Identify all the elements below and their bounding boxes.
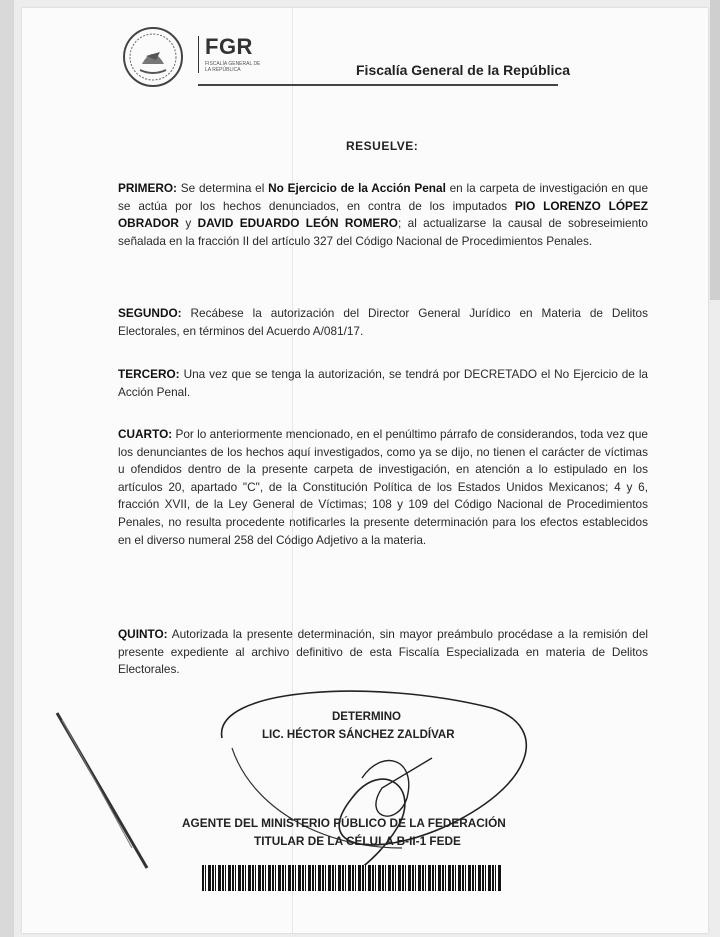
fgr-logo — [198, 36, 265, 73]
paragraph-tercero — [118, 366, 648, 401]
primero-text-4: ; al actualizarse la causal de sobreseimiento señalada en la fracción II del artículo 327 del Código Nacional de Procedimientos Penales. — [118, 216, 648, 248]
segundo-label: SEGUNDO: — [118, 306, 182, 320]
signer-name: LIC. HÉCTOR SÁNCHEZ ZALDÍVAR — [262, 729, 455, 741]
national-seal-icon — [122, 26, 184, 88]
primero-bold-2: PIO LORENZO LÓPEZ OBRADOR — [118, 198, 649, 231]
quinto-label: QUINTO: — [118, 627, 168, 641]
quinto-text: Autorizada la presente determinación, sin mayor preámbulo procédase a la remisión del presente expediente al archivo definitivo de esta Fiscalía Especializada en materia de Delitos Electorales. — [118, 627, 648, 677]
cuarto-label: CUARTO: — [118, 427, 173, 441]
segundo-text: Recábese la autorización del Director General Jurídico en Materia de Delitos Electorales, en términos del Acuerdo A/081/17. — [118, 306, 648, 338]
primero-label: PRIMERO: — [118, 181, 177, 195]
fgr-logo-text: FGR — [205, 34, 253, 59]
primero-text-1: Se determina el — [177, 181, 269, 195]
paragraph-primero — [118, 180, 648, 250]
paragraph-cuarto — [118, 426, 648, 549]
signer-role-line-1: AGENTE DEL MINISTERIO PÚBLICO DE LA FEDERACIÓN — [182, 816, 506, 830]
scan-left-edge — [0, 0, 14, 937]
primero-text-2: en la carpeta de investigación en que se actúa por los hechos denunciados, en contra de los imputados — [118, 181, 648, 213]
determino-label: DETERMINO — [332, 711, 401, 723]
scan-right-edge — [710, 0, 720, 300]
header-title: Fiscalía General de la República — [356, 62, 570, 78]
paragraph-quinto — [118, 626, 648, 679]
primero-text-3: y — [178, 216, 198, 231]
resuelve-heading: RESUELVE: — [346, 139, 419, 153]
primero-bold-1: No Ejercicio de la Acción Penal — [268, 181, 446, 195]
primero-bold-3: DAVID EDUARDO LEÓN ROMERO — [197, 216, 398, 231]
signer-role-line-2: TITULAR DE LA CÉLULA B-II-1 FEDE — [254, 834, 461, 848]
document-page — [22, 8, 708, 933]
pen-stroke-mark — [52, 708, 152, 878]
header-rule — [198, 84, 558, 86]
barcode — [202, 865, 502, 891]
paragraph-segundo — [118, 305, 648, 340]
fgr-logo-subtitle: FISCALÍA GENERAL DE LA REPÚBLICA — [205, 61, 261, 73]
tercero-text: Una vez que se tenga la autorización, se tendrá por DECRETADO el No Ejercicio de la Acción Penal. — [118, 367, 648, 399]
cuarto-text: Por lo anteriormente mencionado, en el penúltimo párrafo de considerandos, toda vez que los denunciantes de los hechos aquí investigados, como ya se dijo, no tienen el carácter de víctimas u ofendidos dentro de la presente carpeta de investigación, en atención a lo estipulado en los artículos 20, apartado "C", de la Constitución Política de los Estados Unidos Mexicanos; 4 y 6, fracción XVII, de la Ley General de Víctimas; 108 y 109 del Código Nacional de Procedimientos Penales, no resulta procedente notificarles la presente determinación para los efectos establecidos en el diverso numeral 258 del Código Adjetivo a la materia. — [118, 427, 648, 547]
tercero-label: TERCERO: — [118, 367, 180, 381]
handwritten-signature — [192, 678, 552, 888]
